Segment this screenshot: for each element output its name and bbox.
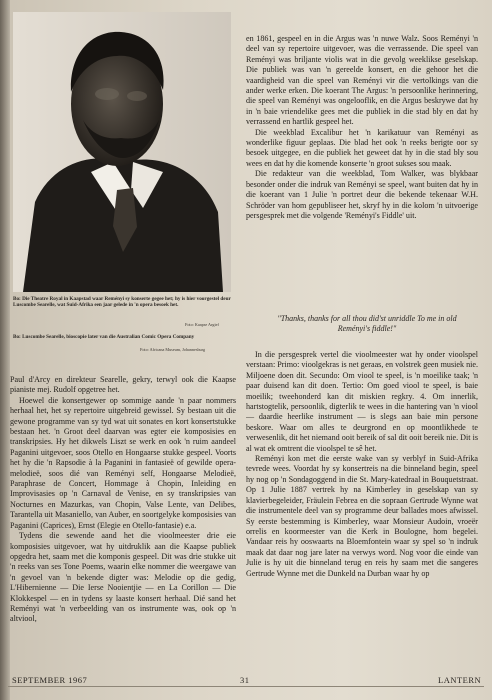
- left-paragraph: Tydens die sewende aand het die vioolmeester drie eie komposisies uitgevoer, wat hy uitdruklik aan die Kaapse publiek opgedra het, saam met die komponis gespeel. Dit was drie stukke uit 'n reeks van ses Tone Poems, waarin elke nommer die weergawe van 'n gevoel van 'n bekende digter was: Melodie op die gedig, L'Hibernienne — Die Ierse Nooientjie — en La Corillon — Die Klokkespel — en in tydens sy laaste konsert herhaal. Dié sand het Reményi wat 'n verbeelding van os instrumente was, ook op 'n altviool,: [10, 531, 236, 624]
- footer-date: SEPTEMBER 1967: [12, 675, 88, 685]
- right-top-paragraph: Die weekblad Excalibur het 'n karikatuur van Reményi as wonderlike figuur geplaas. Die blad het ook 'n reeks berigte oor sy besoek uitgegee, en die publiek het geweet dat hy in die stad bly sou wees en dat hy die komende konserte 'n groot sukses sou maak.: [246, 127, 478, 168]
- article-column-right-top: [246, 34, 478, 298]
- left-paragraph: Hoewel die konsertgewer op sommige aande 'n paar nommers herhaal het, het sy repertoire uitgebreid gewissel. Sy bestaan uit die gewone programme van sy tyd wat uit sonates en kort konsertstukke bestaan het. 'n Groot deel daarvan was egter eie komposisies en transkripsies. Hy het dikwels Liszt se werk en ook 'n ruim aandeel Paganini uitgevoer, soos Otello en Hongaarse stukke gespeel. Voorts het hy die 'n Rapsodie à la Paganini in fantasieë of gewilde opera-melodieë, soos dié van Reményi self, Hongaarse Melodieë, Paraphrase de Concert, Hommage à Chopin, Inleiding en Improvisasies op 'n Carnaval de Venise, en sy transkripsies van Nocturnes en Mazurkas, van Chopin, Valse Lente, van Delibes, Tarantella uit Masaniello, van Auber, en soortgelyke komposisies van Paganini (Caprices), Ernst (Elegie en Otello-fantasie) e.a.: [10, 395, 236, 530]
- photo-credit-bottom: Foto: Africana Museum, Johannesburg: [140, 347, 206, 352]
- portrait-photo: [13, 12, 231, 292]
- article-column-left: [10, 375, 236, 671]
- right-top-paragraph: Die redakteur van die weekblad, Tom Walker, was blykbaar besonder onder die indruk van Reményi se speel, want buiten dat hy in die koerant van 1 Julie 'n portret deur die bekende tekenaar W.H. Schröder van hom gepubliseer het, skryf hy in die kolom 'n uitvoerige persgesprek met die volgende 'Reményi's Fiddle' uit.: [246, 169, 478, 220]
- right-bottom-paragraph: In die persgesprek vertel die vioolmeester wat hy onder vioolspel verstaan: Primo: vioolgekras is net geraas, en volstrek geen musiek nie. Miljoene doen dit. Secundo: Om viool te speel, is 'n moeilike taak; 'n paar duisend kan dit doen. Tertio: Om goed viool te speel, is baie moeilik; tweehonderd kan dit miskien regkry. 4. Om innerlik, hartstogtelik, persoonlik, digterlik te wees in die hantering van 'n viool — daardie heerlike instrument — is slegs aan baie min persone beskore. Waar om alles te deurgrond en op moontlikhede te verwesenlik, dit het niemand ooit bereik of sal dit ooit bereik nie. Dit is al wat ek omtrent die vioolspel te sê het.: [246, 350, 478, 453]
- footer-rule: [8, 686, 484, 687]
- magazine-name: LANTERN: [438, 675, 482, 685]
- right-bottom-paragraph: Reményi kon met die eerste wake van sy verblyf in Suid-Afrika tevrede wees. Voordat hy sy konsertreis na die binneland begin, speel hy nog op 'n Sondagoggend in die St. Mary-katedraal in Bouquetstraat. Op 1 Julie 1887 vertrek hy na Kimberley in geselskap van sy klavierbegeleider, Fräulein Febrea en die sopraan Gertrude Wynne wat die instrumentele deel van sy programme deur ballades moes afwissel. Sy eerste bestemming is Kimberley, waar Monsieur Audoin, vroeër orrelis en koormeester van die Kerk in Boulogne, hom begelei. Vandaar reis hy ooswaarts na Bloemfontein waar sy spel so 'n indruk maak dat daar nog jare later na verwys word. Nog voor die einde van Julie is hy uit die binneland terug en reis hy saam met die sangeres Gertrude Wynne met die Dunkeld na Durban waar hy op: [246, 454, 478, 578]
- article-column-right-bottom: [246, 350, 478, 670]
- photo-credit-top: Foto: Kaapse Argief: [185, 322, 219, 327]
- page-number: 31: [240, 675, 250, 685]
- pull-quote: "Thanks, thanks for all thou did'st unriddle To me in old Reményi's fiddle!": [277, 314, 457, 333]
- left-paragraph: Paul d'Arcy en direkteur Searelle, gekry, terwyl ook die Kaapse pianiste mej. Rudolf opgetree het.: [10, 375, 236, 395]
- page-spine-shadow: [0, 0, 10, 700]
- portrait-image: [13, 12, 231, 292]
- right-top-paragraph: en 1861, gespeel en in die Argus was 'n nuwe Walz. Soos Reményi 'n deel van sy repertoire uitgevoer, was die verrassende. Die speel van Reményi was briljante violis wat in die gevolg weeklikse geselskap. Die publiek was van 'n gereelde konsert, en die gehoor het die vaardigheid van die speel van Reményi vir die vertolkings van die ander werke erken. Die koerant The Argus: 'n persoonlike herinnering, die speel van Reményi was ongelooflik, en die Argus beskrywe dat hy in 'n baie vriendelike gees met die publiek in die stad bly en dat hy verrassend en hartlik gespeel het.: [246, 34, 478, 127]
- photo-caption-bottom: Bo: Luscombe Searelle, bioscopie later van die Australian Comic Opera Company: [13, 334, 195, 340]
- photo-caption-top: Bo: Die Theatre Royal in Kaapstad waar Reményi sy konserte gegee het; hy is hier voorgestel deur Luscombe Searelle, wat Suid-Afrika een jaar gelede in 'n opera besoek het.: [13, 296, 231, 309]
